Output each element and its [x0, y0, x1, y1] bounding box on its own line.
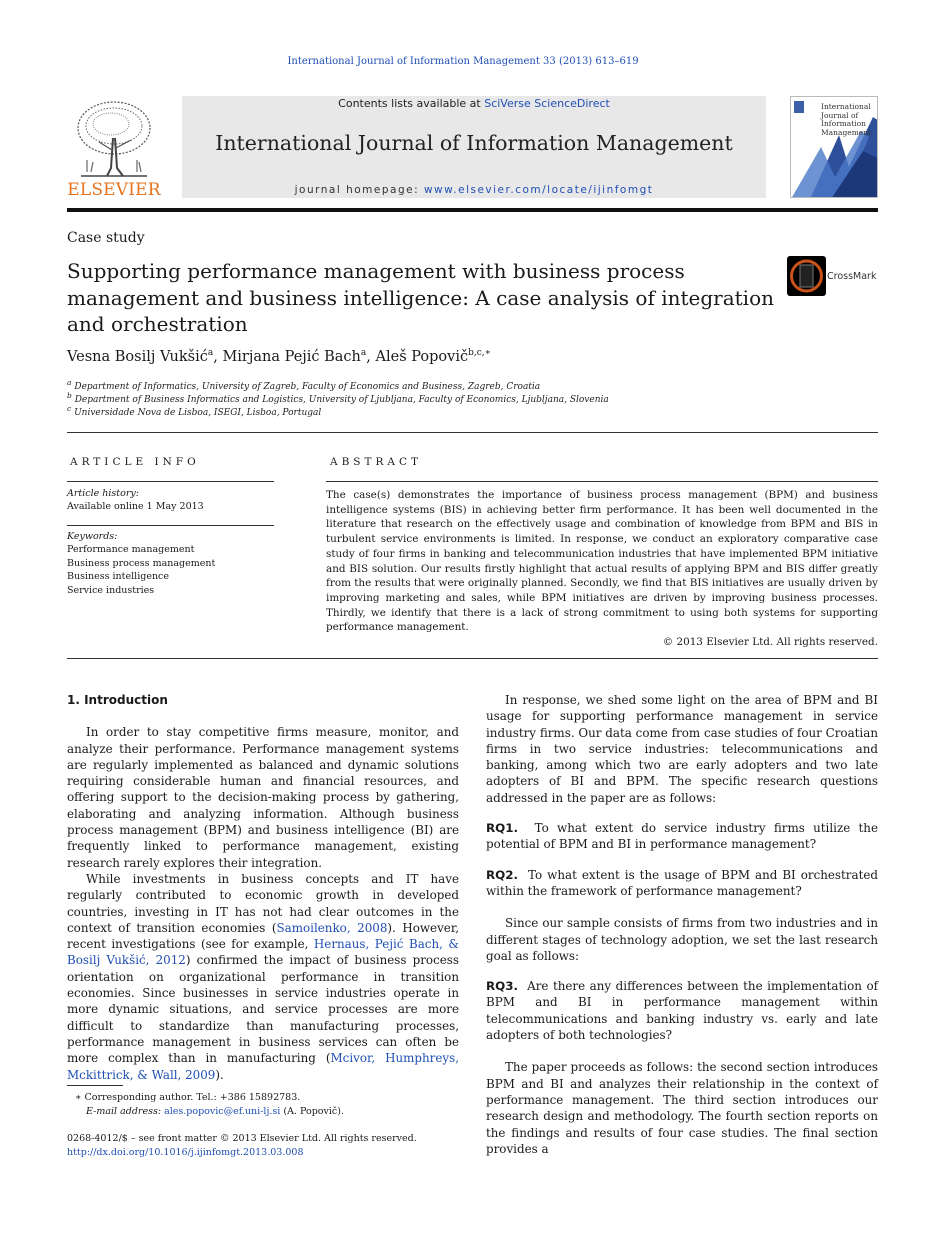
- affiliation: $^a$ Department of Informatics, University of Zagreb, Faculty of Economics and Business, Zagreb, Croatia: [67, 378, 541, 392]
- sciencedirect-link[interactable]: SciVerse ScienceDirect: [484, 97, 610, 110]
- author-name[interactable]: Mirjana Pejić Bach: [222, 348, 361, 365]
- keyword: Performance management: [67, 544, 195, 556]
- affiliation: $^c$ Universidade Nova de Lisboa, ISEGI, Lisboa, Portugal: [67, 404, 322, 418]
- article-info-heading: ARTICLE INFO: [70, 456, 200, 468]
- copyright: © 2013 Elsevier Ltd. All rights reserved.: [662, 636, 878, 648]
- citation-link[interactable]: Hernaus, Pejić Bach, & Bosilj Vukšić, 2012: [67, 937, 459, 968]
- crossmark-button[interactable]: [787, 256, 878, 296]
- author-affil-sup[interactable]: b,c,∗: [468, 348, 491, 358]
- section-heading: 1. Introduction: [67, 693, 168, 707]
- citation-link[interactable]: Samoilenko, 2008: [276, 920, 388, 935]
- journal-reference[interactable]: International Journal of Information Management 33 (2013) 613–619: [287, 56, 639, 67]
- abstract-text: The case(s) demonstrates the importance of business process management (BPM) and business intelligence systems (BIS) in achieving better firm performance. It has been well documented in the literature that research on the effectively usage and combination of knowledge from BPM and BIS in turbulent service environments is limited. In response, we conduct an exploratory comparative case study of four firms in banking and telecommunication industries that have implemented BPM initiative and BIS solution. Our results firstly highlight that actual results of applying BPM and BIS differ greatly from the results that were originally planned. Secondly, we find that BIS initiatives are usually driven by improving marketing and sales, while BPM initiatives are driven by improving business processes. Thirdly, we identify that there is a lack of strong commitment to using both systems for supporting performance management.: [326, 489, 878, 634]
- contents-line: Contents lists available at SciVerse ScienceDirect: [338, 97, 610, 110]
- body-left-column: [67, 692, 459, 1083]
- paragraph: While investments in business concepts and IT have regularly contributed to economic growth in developed countries, investing in IT has not had clear outcomes in the context of transition economies (Samoilenko, 2008). However, recent investigations (see for example, Hernaus, Pejić Bach, & Bosilj Vukšić, 2012) confirmed the impact of business process orientation on organizational performance in transition economies. Since businesses in service industries operate in more dynamic situations, and service processes are more difficult to standardize than manufacturing processes, performance management in business services can often be more complex than in manufacturing (Mcivor, Humphreys, Mckittrick, & Wall, 2009).: [67, 871, 459, 1082]
- divider: [326, 481, 878, 482]
- divider: [67, 525, 274, 526]
- research-question: RQ3. Are there any differences between the implementation of BPM and BI in performance management within telecommunications and banking industry vs. early and late adopters of both technologies?: [486, 979, 878, 1043]
- issn-line: 0268-4012/$ – see front matter © 2013 Elsevier Ltd. All rights reserved. http://dx.doi.org/10.1016/j.ijinfomgt.2013.03.008: [67, 1133, 417, 1158]
- elsevier-logo[interactable]: [67, 96, 161, 200]
- doi-link[interactable]: http://dx.doi.org/10.1016/j.ijinfomgt.2013.03.008: [67, 1146, 304, 1158]
- paragraph: The paper proceeds as follows: the second section introduces BPM and BI and analyzes their relationship in the context of performance management. The third section introduces our research design and methodology. The fourth section reports on the findings and results of four case studies. The final section provides a: [486, 1060, 878, 1156]
- paragraph: In response, we shed some light on the area of BPM and BI usage for supporting performance management in service industry firms. Our data come from case studies of four Croatian firms in two service industries: telecommunications and banking, among which two are early adopters and two late adopters of BI and BPM. The specific research questions addressed in the paper are as follows:: [486, 693, 878, 805]
- keyword: Business intelligence: [67, 571, 169, 583]
- footnote-rule: [67, 1085, 123, 1086]
- author-affil-sup[interactable]: a: [207, 348, 214, 358]
- author-name[interactable]: Aleš Popovič: [375, 348, 469, 365]
- journal-homepage: journal homepage: www.elsevier.com/locate/ijinfomgt: [294, 184, 654, 196]
- crossmark-icon: [787, 256, 826, 296]
- article-title: Supporting performance management with business process management and business intelligence: A case analysis of integration and orchestration: [67, 259, 774, 336]
- paragraph: Since our sample consists of firms from two industries and in different stages of technology adoption, we set the last research goal as follows:: [486, 916, 878, 963]
- affiliation: $^b$ Department of Business Informatics and Logistics, University of Ljubljana, Faculty of Economics, Ljubljana, Slovenia: [67, 391, 609, 405]
- body-right-column: [486, 692, 878, 1157]
- journal-banner: [182, 96, 766, 198]
- homepage-link[interactable]: www.elsevier.com/locate/ijinfomgt: [423, 184, 654, 196]
- keyword: Service industries: [67, 584, 155, 596]
- divider: [67, 658, 878, 659]
- author-affil-sup[interactable]: a: [360, 348, 367, 358]
- author-list: Vesna Bosilj Vukšić$^a$, Mirjana Pejić Bach$^a$, Aleš Popovič$^{b,c,∗}$: [67, 348, 491, 365]
- masthead: [67, 96, 878, 200]
- author-name[interactable]: Vesna Bosilj Vukšić: [67, 348, 208, 365]
- research-question: RQ1. To what extent do service industry firms utilize the potential of BPM and BI in performance management?: [486, 821, 878, 852]
- abstract-heading: ABSTRACT: [330, 456, 423, 468]
- cover-title: International Journal of Information Management: [821, 102, 872, 137]
- divider: [67, 481, 274, 482]
- keywords-block: Keywords: Performance management Business process management Business intelligence Service industries: [67, 531, 216, 596]
- divider: [67, 432, 878, 433]
- email-link[interactable]: ales.popovic@ef.uni-lj.si: [164, 1105, 281, 1117]
- citation-link[interactable]: Mcivor, Humphreys, Mckittrick, & Wall, 2009: [67, 1051, 459, 1082]
- journal-cover-thumbnail[interactable]: [790, 96, 878, 198]
- crossmark-label: CrossMark: [827, 271, 877, 282]
- journal-title: International Journal of Information Management: [215, 131, 733, 155]
- keyword: Business process management: [67, 557, 216, 569]
- corresponding-author-note: ∗ Corresponding author. Tel.: +386 15892783. E-mail address: ales.popovic@ef.uni-lj.si (A. Popovič).: [75, 1092, 344, 1117]
- article-history: Article history: Available online 1 May 2013: [67, 488, 204, 513]
- header-rule: [67, 208, 878, 212]
- research-question: RQ2. To what extent is the usage of BPM and BI orchestrated within the framework of performance management?: [486, 867, 878, 898]
- elsevier-tree-icon: [73, 98, 155, 180]
- article-type: Case study: [67, 230, 145, 246]
- paragraph: In order to stay competitive firms measure, monitor, and analyze their performance. Performance management systems are regularly implemented as balanced and dynamic solutions requiring considerable human and financial resources, and offering support to the decision-making process by gathering, elaborating and analyzing information. Although business process management (BPM) and business intelligence (BI) are frequently linked to performance management, existing research rarely explores their integration.: [67, 725, 459, 870]
- elsevier-wordmark: ELSEVIER: [67, 180, 161, 200]
